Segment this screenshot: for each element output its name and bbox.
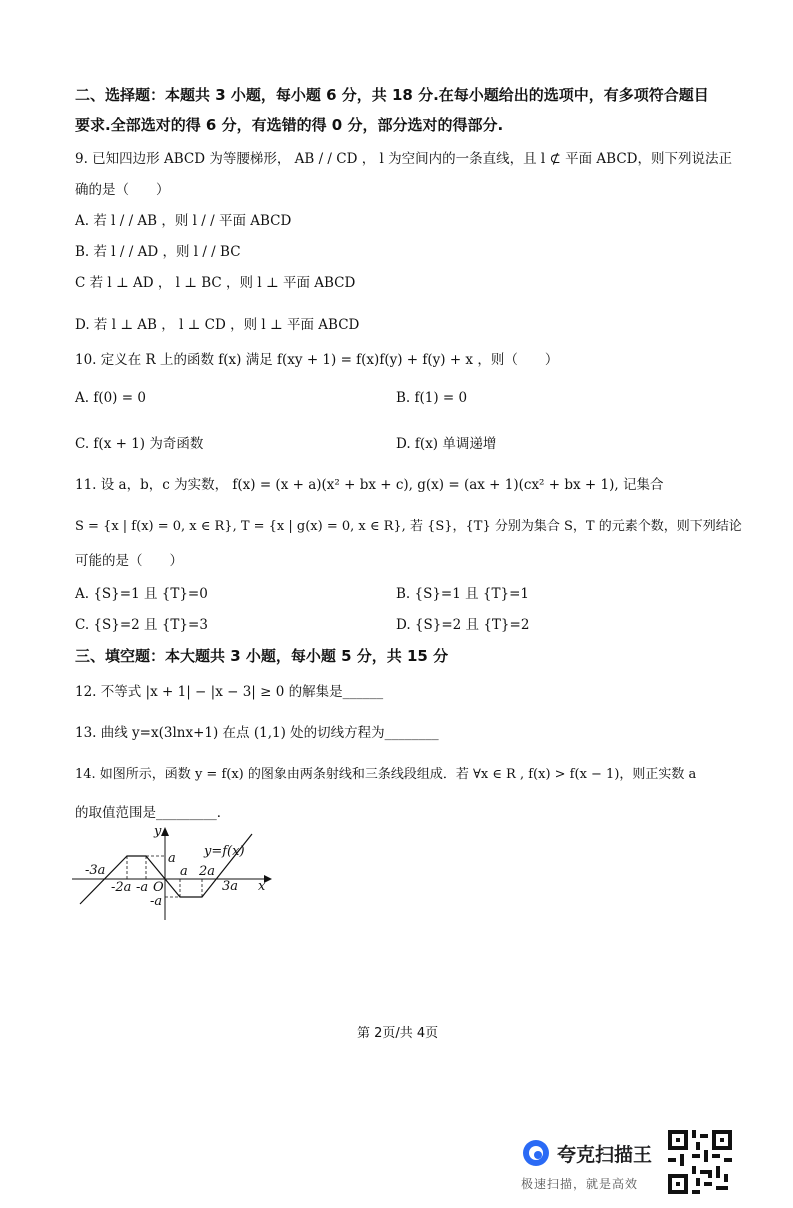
watermark-brand: 夸克扫描王 — [557, 1144, 653, 1166]
quark-logo-icon — [521, 1138, 551, 1168]
page-number: 第 2页/共 4页 — [357, 1026, 439, 1041]
section-2-heading-line2: 要求.全部选对的得 6 分，有选错的得 0 分，部分选对的得部分. — [75, 116, 504, 134]
q10-option-a: A. f(0) = 0 — [75, 390, 146, 406]
label-neg3a: -3a — [85, 863, 106, 878]
q14-stem-line2: 的取值范围是_________． — [75, 805, 231, 821]
q9-stem-line1: 9. 已知四边形 ABCD 为等腰梯形， AB / / CD ， l 为空间内的一条直线，且 l ⊄ 平面 ABCD，则下列说法正 — [75, 151, 732, 167]
label-x: x — [258, 879, 266, 894]
label-a-top: a — [168, 851, 176, 866]
label-nega-y: -a — [150, 894, 163, 909]
label-neg2a: -2a — [111, 880, 132, 895]
watermark-slogan: 极速扫描，就是高效 — [521, 1177, 639, 1191]
q11-stem-line2: S = {x | f(x) = 0, x ∈ R}, T = {x | g(x) = 0, x ∈ R}, 若 {S}，{T} 分别为集合 S，T 的元素个数，则下列结论 — [75, 519, 742, 534]
q11-option-c: C. {S}=2 且 {T}=3 — [75, 617, 208, 633]
q10-stem: 10. 定义在 R 上的函数 f(x) 满足 f(xy + 1) = f(x)f(y) + f(y) + x ，则（ ） — [75, 352, 559, 368]
q9-option-b: B. 若 l / / AD ，则 l / / BC — [75, 244, 241, 260]
q11-stem-line3: 可能的是（ ） — [75, 553, 183, 569]
q14-function-graph — [70, 822, 280, 922]
q10-option-c: C. f(x + 1) 为奇函数 — [75, 436, 204, 452]
label-y: y — [154, 824, 162, 839]
q11-option-a: A. {S}=1 且 {T}=0 — [75, 586, 208, 602]
label-origin: O — [153, 880, 164, 895]
q9-stem-line2: 确的是（ ） — [75, 182, 170, 198]
q10-option-b: B. f(1) = 0 — [396, 390, 468, 406]
q9-option-d: D. 若 l ⊥ AB ， l ⊥ CD ，则 l ⊥ 平面 ABCD — [75, 317, 360, 333]
label-func: y=f(x) — [204, 844, 245, 859]
q12-text: 12. 不等式 |x + 1| − |x − 3| ≥ 0 的解集是______ — [75, 684, 384, 700]
q9-option-a: A. 若 l / / AB ，则 l / / 平面 ABCD — [75, 213, 292, 229]
q10-option-d: D. f(x) 单调递增 — [396, 436, 497, 452]
label-2a: 2a — [199, 864, 216, 879]
section-3-heading: 三、填空题：本大题共 3 小题，每小题 5 分，共 15 分 — [75, 647, 449, 665]
label-a: a — [180, 864, 188, 879]
section-2-heading-line1: 二、选择题：本题共 3 小题，每小题 6 分，共 18 分.在每小题给出的选项中，有多项符合题目 — [75, 86, 709, 104]
q13-text: 13. 曲线 y=x(3lnx+1) 在点 (1,1) 处的切线方程为________ — [75, 725, 439, 741]
q11-option-d: D. {S}=2 且 {T}=2 — [396, 617, 530, 633]
label-nega: -a — [136, 880, 149, 895]
qr-code-icon — [668, 1130, 732, 1194]
q9-option-c: C 若 l ⊥ AD ， l ⊥ BC ，则 l ⊥ 平面 ABCD — [75, 275, 356, 291]
q11-option-b: B. {S}=1 且 {T}=1 — [396, 586, 529, 602]
q11-stem-line1: 11. 设 a，b，c 为实数， f(x) = (x + a)(x² + bx + c), g(x) = (ax + 1)(cx² + bx + 1), 记集合 — [75, 477, 664, 493]
label-3a: 3a — [222, 879, 239, 894]
y-axis-arrow — [161, 827, 169, 836]
q14-stem-line1: 14. 如图所示，函数 y = f(x) 的图象由两条射线和三条线段组成．若 ∀x ∈ R , f(x) > f(x − 1)，则正实数 a — [75, 767, 697, 782]
